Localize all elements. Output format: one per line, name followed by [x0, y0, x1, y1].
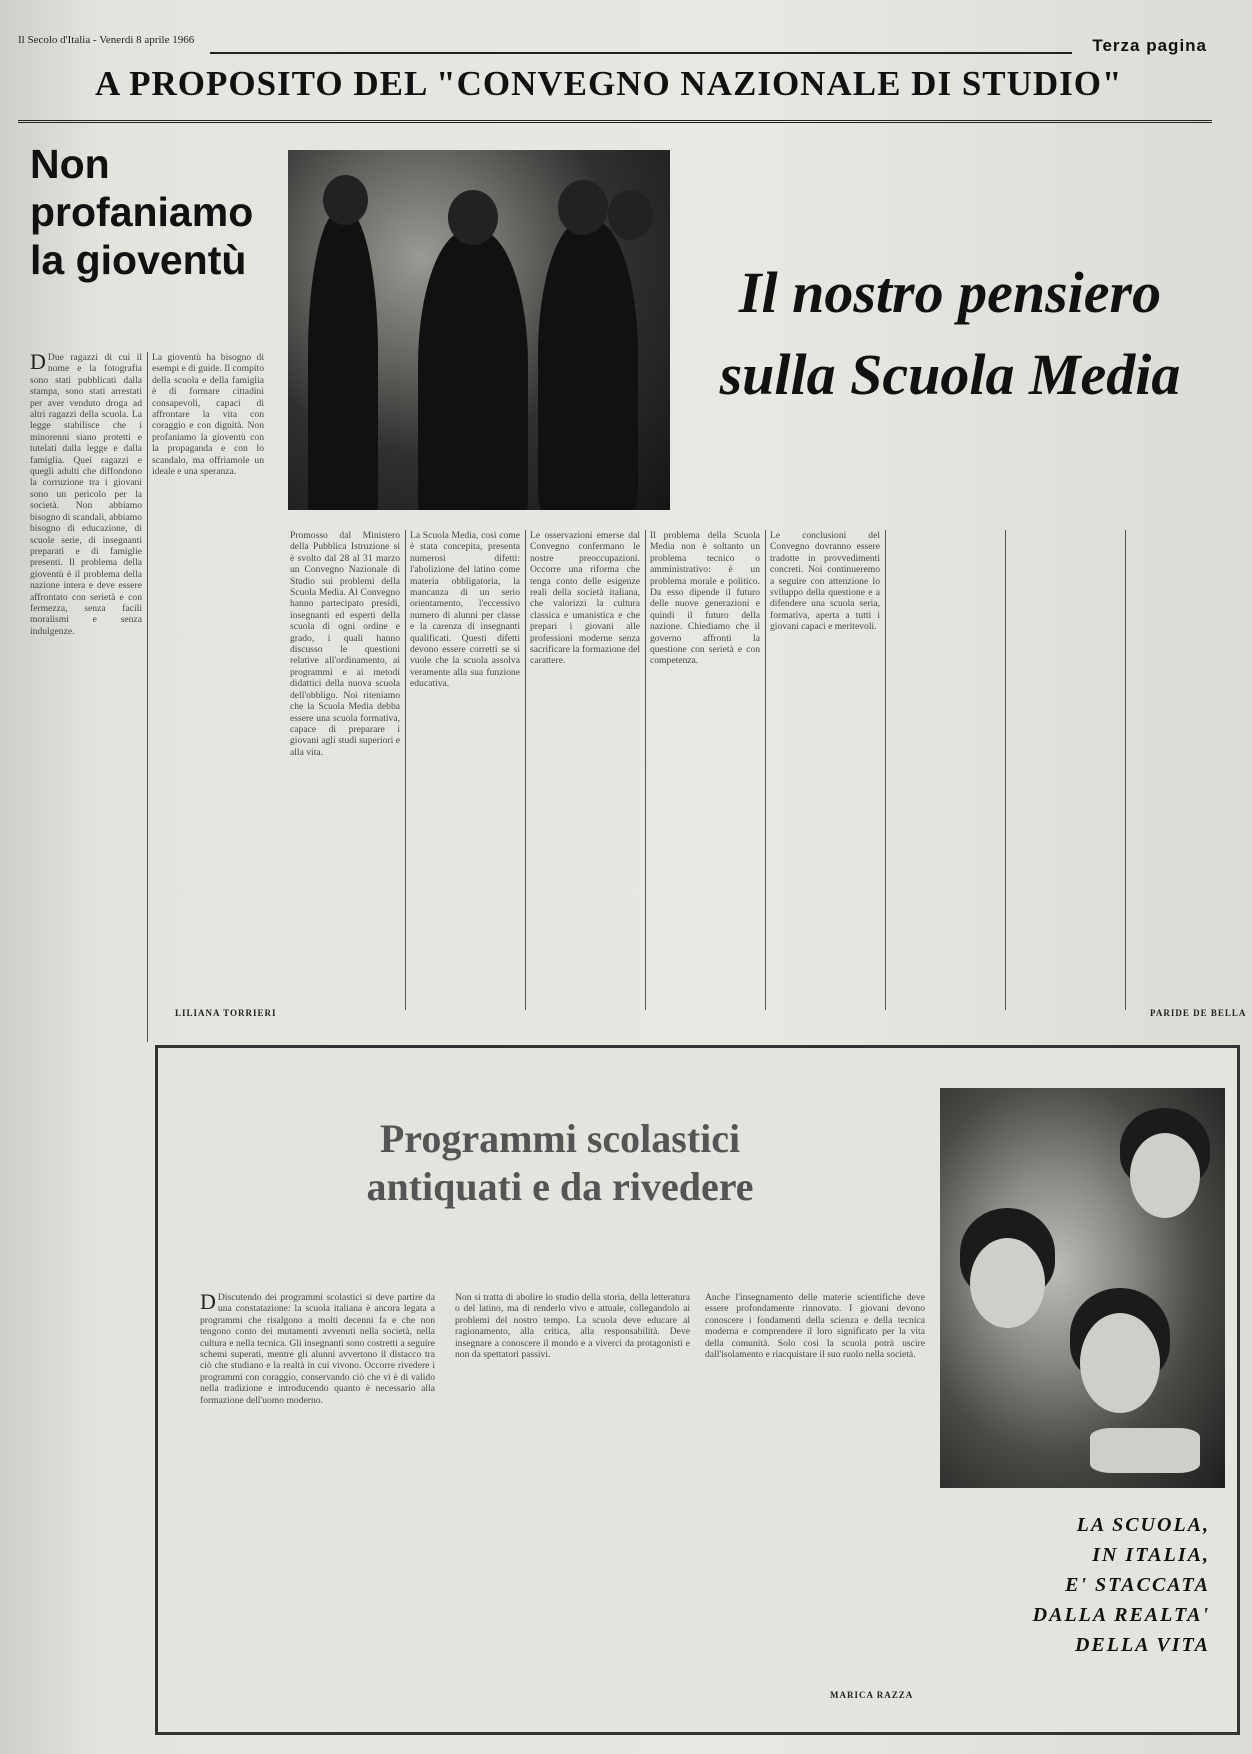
photo-figure	[418, 230, 528, 510]
box-title-line1: Programmi scolastici	[379, 1116, 741, 1161]
photo-figure	[308, 210, 378, 510]
main-col2-text: La Scuola Media, così come è stata concepita, presenta numerosi difetti: l'abolizione del latino come materia obbligatoria, la mancanza di un serio orientamento, l'eccessivo numero di alunni per classe e la carenza di insegnanti qualificati. Questi difetti devono essere corretti se si vuole che la scuola assolva veramente alla sua funzione educativa.	[410, 530, 520, 690]
quote-line: IN ITALIA,	[1092, 1544, 1210, 1566]
box-article-byline: MARICA RAZZA	[830, 1690, 914, 1700]
main-article-col8	[1130, 530, 1235, 1000]
left-article-byline: LILIANA TORRIERI	[175, 1008, 277, 1018]
main-title-line1: Il nostro pensiero	[738, 260, 1162, 325]
column-rule	[1125, 530, 1126, 1010]
masthead-rule	[210, 52, 1072, 54]
main-col5-text: Le conclusioni del Convegno dovranno essere tradotte in provvedimenti concreti. Noi continueremo a seguire con attenzione lo sviluppo della questione e a difendere una scuola seria, formativa, aperta a tutti i giovani capaci e meritevoli.	[770, 530, 880, 633]
box-col3	[705, 1292, 925, 1672]
quote-line: DELLA VITA	[1074, 1634, 1210, 1656]
photo-face	[1130, 1133, 1200, 1218]
main-article-byline: PARIDE DE BELLA	[1150, 1008, 1247, 1018]
main-article-col4	[650, 530, 760, 1010]
column-rule	[645, 530, 646, 1010]
boxed-article-title	[320, 1115, 800, 1211]
main-col3-text: Le osservazioni emerse dal Convegno confermano le nostre preoccupazioni. Occorre una riforma che tenga conto delle esigenze reali della società italiana, che valorizzi la cultura classica e umanistica e che prepari i giovani alle professioni moderne senza sacrificare la formazione del carattere.	[530, 530, 640, 667]
box-col3-text: Anche l'insegnamento delle materie scientifiche deve essere profondamente rinnovato. I giovani devono conoscere i fondamenti della scienza e della tecnica moderna e comprendere il loro significato per la vita della comunità. Solo così la scuola potrà uscire dall'isolamento e riacquistare il suo ruolo nella società.	[705, 1292, 925, 1361]
column-rule	[885, 530, 886, 1010]
photo-figure-head	[448, 190, 498, 245]
photo-figure-head	[608, 190, 653, 240]
box-col1	[200, 1292, 435, 1692]
main-article-col2	[410, 530, 520, 1010]
main-col1-text: Promosso dal Ministero della Pubblica Istruzione si è svolto dal 28 al 31 marzo un Convegno Nazionale di Studio sui problemi della Scuola Media. Al Convegno hanno partecipato presidi, insegnanti ed esperti della scuola di ogni ordine e grado, i quali hanno discusso le questioni relative all'ordinamento, ai programmi e ai metodi didattici della nuova scuola dell'obbligo. Noi riteniamo che la Scuola Media debba essere una scuola formativa, capace di preparare i giovani agli studi superiori e alla vita.	[290, 530, 400, 758]
dropcap: D	[30, 352, 46, 374]
main-article-col5	[770, 530, 880, 1010]
dropcap: D	[200, 1292, 216, 1314]
left-article-title: Non profaniamo la gioventù	[30, 141, 254, 283]
column-rule	[765, 530, 766, 1010]
main-article-col3	[530, 530, 640, 1010]
classroom-photo	[940, 1088, 1225, 1488]
left-article-col1-text: Due ragazzi di cui il nome e la fotografia sono stati pubblicati dalla stampa, sono stati arrestati per aver venduto droga ad altri ragazzi della scuola. La legge stabilisce che i minorenni siano protetti e tutelati dalla legge e dalla famiglia. Quei ragazzi e quegli adulti che diffondono la corruzione tra i giovani sono un pericolo per la società. Non abbiamo bisogno di scandali, abbiamo bisogno di educazione, di scuole serie, di insegnanti preparati e di famiglie presenti. Il problema della gioventù è il problema della nazione intera e deve essere affrontato con serietà e con fermezza, senza facili moralismi e senza indulgenze.	[30, 352, 142, 637]
box-col2	[455, 1292, 690, 1692]
photo-figure-head	[323, 175, 368, 225]
main-col4-text: Il problema della Scuola Media non è soltanto un problema tecnico o amministrativo: è un problema morale e politico. Da esso dipende il futuro delle nuove generazioni e quindi il futuro della nazione. Chiediamo che il governo affronti la questione con serietà e con competenza.	[650, 530, 760, 667]
column-rule	[1005, 530, 1006, 1010]
main-article-col7	[1010, 530, 1120, 1010]
boxed-article-quote	[960, 1510, 1210, 1660]
photo-hands	[1090, 1428, 1200, 1473]
quote-line: DALLA REALTA'	[1032, 1604, 1210, 1626]
box-col1-text: Discutendo dei programmi scolastici si deve partire da una constatazione: la scuola italiana è ancora legata a programmi che risalgono a molti decenni fa e che non tengono conto dei mutamenti avvenuti nella società, nella cultura e nella tecnica. Gli insegnanti sono costretti a seguire schemi superati, mentre gli alunni avvertono il distacco tra ciò che studiano e la realtà in cui vivono. Occorre rivedere i programmi con coraggio, conservando ciò che vi è di valido nella tradizione e introducendo quanto è necessario alla formazione dell'uomo moderno.	[200, 1292, 435, 1406]
column-rule	[405, 530, 406, 1010]
section-label: Terza pagina	[1092, 36, 1207, 55]
main-article-col6	[890, 530, 1000, 1010]
column-rule	[525, 530, 526, 1010]
left-article-col1	[30, 352, 142, 1742]
main-article-title	[710, 252, 1190, 416]
box-title-line2: antiquati e da rivedere	[366, 1164, 754, 1209]
box-col2-text: Non si tratta di abolire lo studio della storia, della letteratura o del latino, ma di renderlo vivo e attuale, collegandolo ai problemi del nostro tempo. La scuola deve educare al ragionamento, alla critica, alla responsabilità. Deve insegnare a conoscere il mondo e a viverci da protagonisti e non da spettatori passivi.	[455, 1292, 690, 1361]
bleed-through-text	[880, 140, 1230, 260]
left-article-col2	[152, 352, 264, 1002]
quote-line: LA SCUOLA,	[1076, 1514, 1210, 1536]
photo-face	[970, 1238, 1045, 1328]
photo-face	[1080, 1313, 1160, 1413]
column-rule	[147, 352, 148, 1042]
photo-figure-head	[558, 180, 608, 235]
main-article-col1	[290, 530, 400, 1010]
photo-figure	[538, 220, 638, 510]
quote-line: E' STACCATA	[1065, 1574, 1210, 1596]
main-title-line2: sulla Scuola Media	[719, 342, 1181, 407]
page-headline: A PROPOSITO DEL "CONVEGNO NAZIONALE DI STUDIO"	[95, 64, 1123, 103]
students-photo	[288, 150, 670, 510]
masthead-date: Il Secolo d'Italia - Venerdì 8 aprile 1966	[18, 34, 195, 46]
left-article-col2-text: La gioventù ha bisogno di esempi e di guide. Il compito della scuola e della famiglia è di formare cittadini consapevoli, capaci di affrontare la vita con coraggio e con dignità. Non profaniamo la gioventù con la propaganda e con lo scandalo, ma offriamole un ideale e una speranza.	[152, 352, 264, 478]
